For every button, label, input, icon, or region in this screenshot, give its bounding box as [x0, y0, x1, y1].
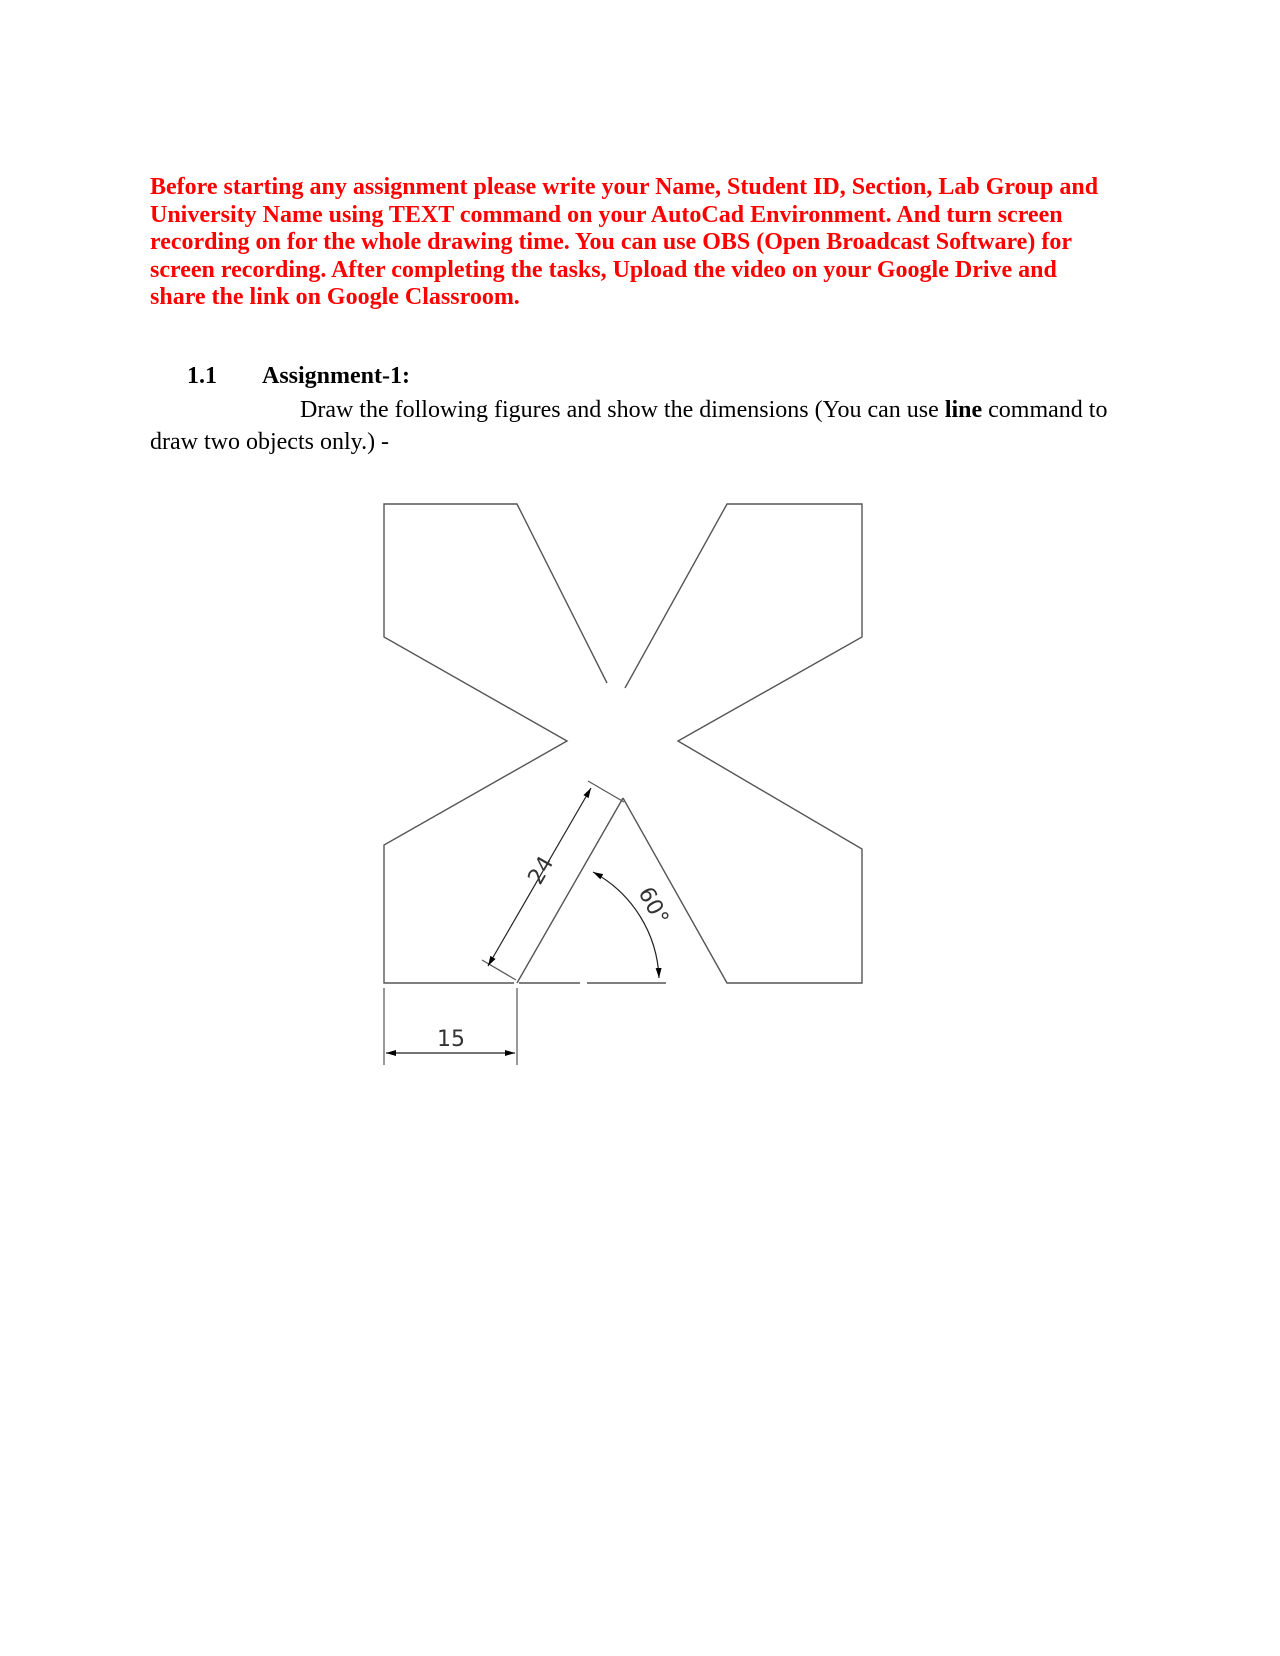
x-shape-left-outline [384, 504, 607, 983]
assignment-notice: Before starting any assignment please write your Name, Student ID, Section, Lab Group and University Name using TEXT command on your AutoCad Environment. And turn screen recording on for the whole drawing time. You can use OBS (Open Broadcast Software) for screen recording. After completing the tasks, Upload the video on your Google Drive and share the link on Google Classroom. [150, 174, 1099, 310]
instruction-part-1: Draw the following figures and show the dimensions (You can use [300, 397, 945, 423]
dim-24-label: 24 [523, 852, 560, 889]
section-title: Assignment-1: [262, 363, 410, 389]
dim-24-ext-top [588, 781, 624, 802]
dim-15-label: 15 [437, 1027, 465, 1052]
instruction-bold-word: line [944, 397, 983, 423]
x-shape-inner-slant [517, 798, 623, 983]
dim-60-label: 60° [632, 883, 674, 930]
section-number: 1.1 [187, 363, 217, 389]
dim-24-ext-bottom [482, 960, 516, 980]
instruction-part-2: command to draw two objects only.) - [150, 397, 1108, 455]
